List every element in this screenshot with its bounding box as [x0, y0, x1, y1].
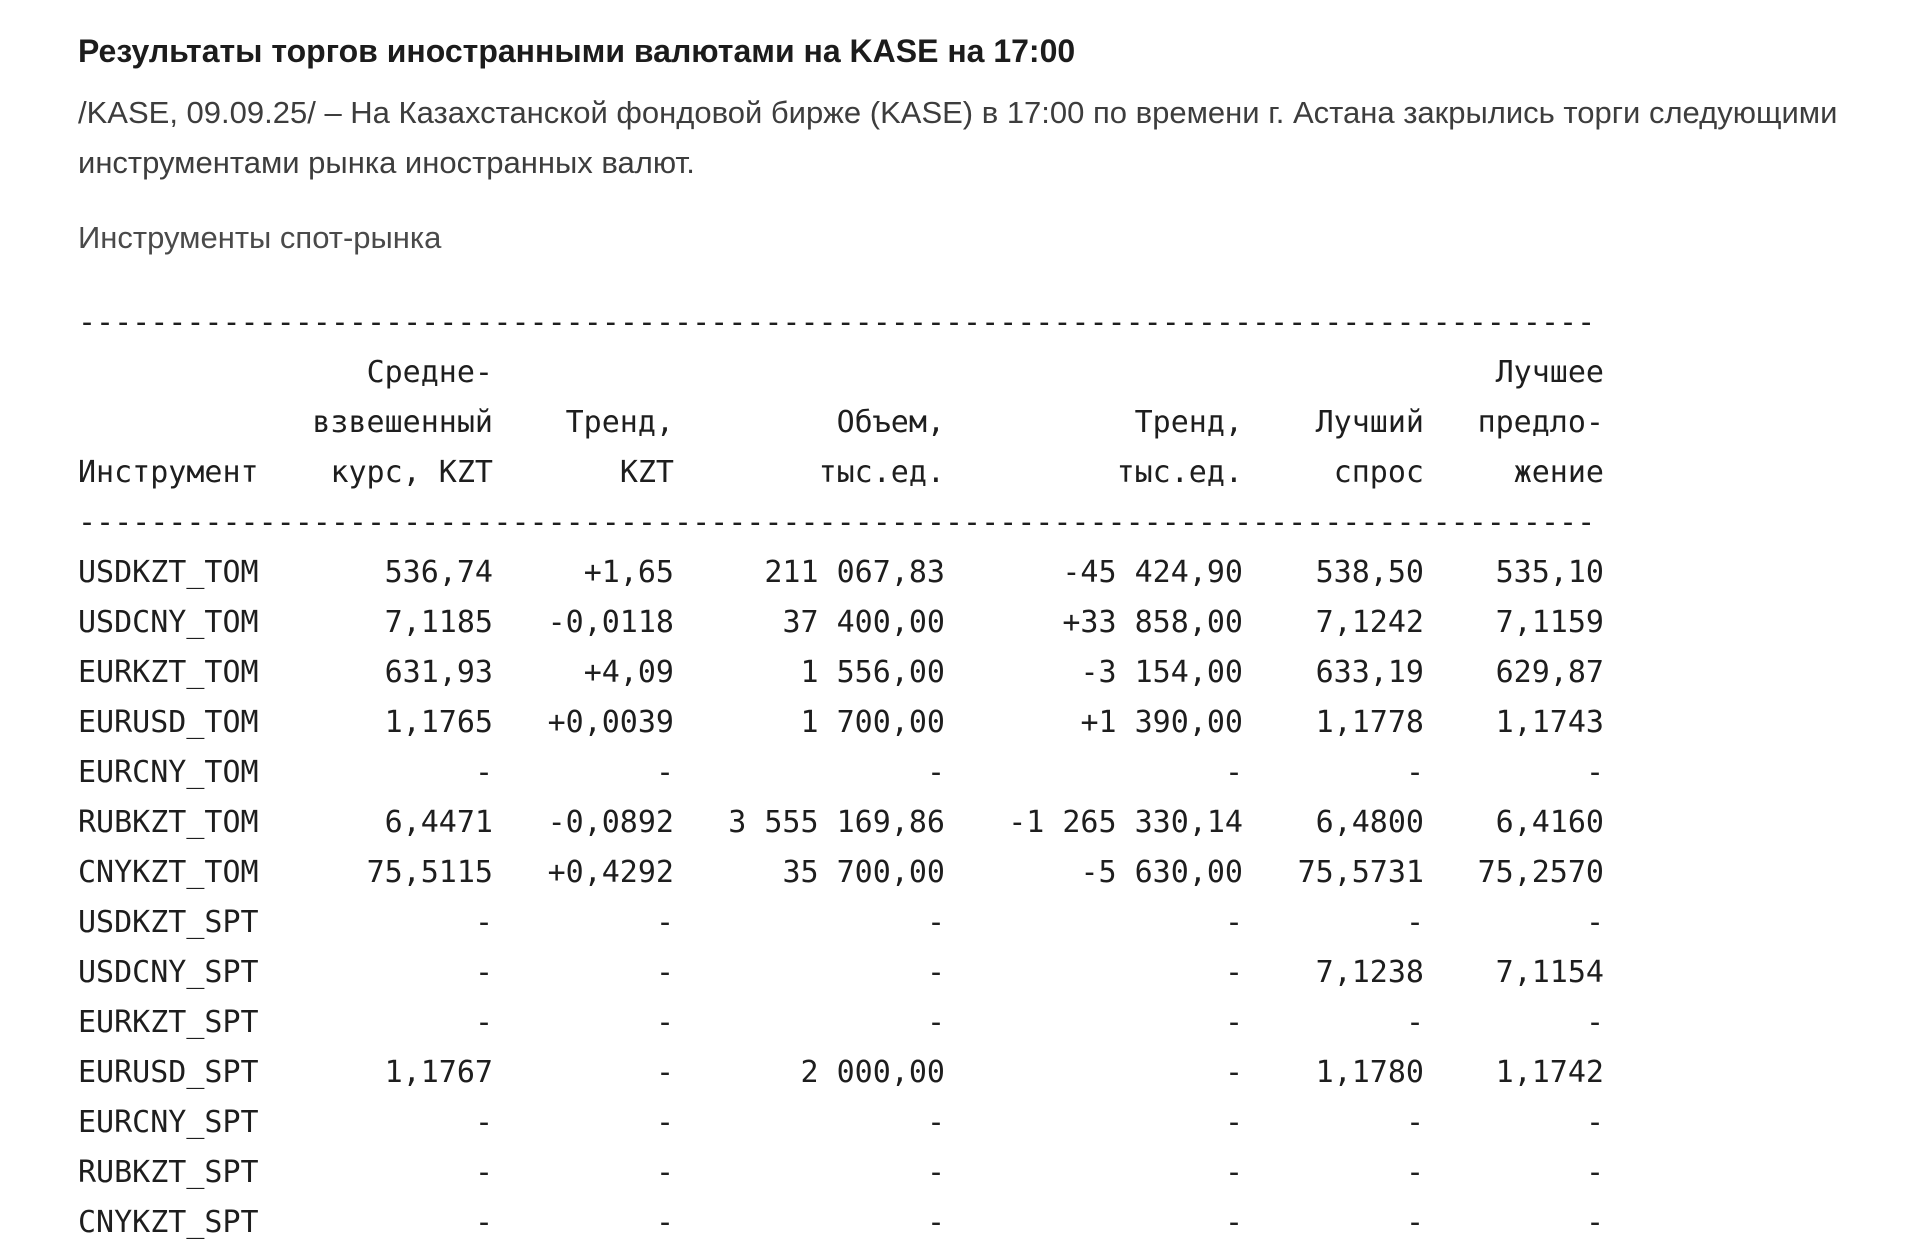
instrument-cell: Инструмент	[78, 455, 259, 490]
value-cell: -5 630,00	[1080, 855, 1243, 890]
value-cell: -	[1224, 905, 1243, 940]
value-cell: -	[1224, 1005, 1243, 1040]
value-cell: 75,5115	[366, 855, 493, 890]
instrument-cell: RUBKZT_SPT	[78, 1155, 259, 1190]
value-cell: жение	[1513, 455, 1604, 490]
value-cell: -	[474, 755, 493, 790]
table-rule-line: ------------------------------------------------------------------------------------	[78, 305, 1596, 340]
value-cell: спрос	[1333, 455, 1424, 490]
instrument-cell: EURUSD_TOM	[78, 705, 259, 740]
value-cell: -	[1224, 1055, 1243, 1090]
value-cell: -	[655, 955, 674, 990]
value-cell: -	[1585, 1155, 1604, 1190]
value-cell: Объем,	[836, 405, 945, 440]
value-cell: 1,1742	[1495, 1055, 1604, 1090]
value-cell: +1,65	[583, 555, 674, 590]
value-cell: 2 000,00	[800, 1055, 945, 1090]
table-header-line	[78, 348, 1613, 398]
value-cell: -	[474, 905, 493, 940]
value-cell: 1,1780	[1315, 1055, 1424, 1090]
value-cell: -	[926, 755, 945, 790]
value-cell: -	[474, 1205, 493, 1240]
instrument-cell: USDKZT_TOM	[78, 555, 259, 590]
value-cell: -	[1585, 1005, 1604, 1040]
value-cell: KZT	[619, 455, 674, 490]
value-cell: 6,4471	[384, 805, 493, 840]
value-cell: 536,74	[384, 555, 493, 590]
value-cell: -	[655, 1105, 674, 1140]
value-cell: -45 424,90	[1062, 555, 1243, 590]
value-cell: -	[926, 1105, 945, 1140]
table-row	[78, 748, 1613, 798]
value-cell: 35 700,00	[782, 855, 945, 890]
value-cell: -	[655, 755, 674, 790]
value-cell: -	[926, 905, 945, 940]
table-row	[78, 898, 1613, 948]
value-cell: тыс.ед.	[1116, 455, 1243, 490]
value-cell: тыс.ед.	[818, 455, 945, 490]
value-cell: предло-	[1477, 405, 1604, 440]
value-cell: 75,5731	[1297, 855, 1424, 890]
instrument-cell: EURCNY_SPT	[78, 1105, 259, 1140]
value-cell: 629,87	[1495, 655, 1604, 690]
table-row	[78, 998, 1613, 1048]
table-row	[78, 648, 1613, 698]
value-cell: -	[474, 1155, 493, 1190]
value-cell: -	[474, 955, 493, 990]
value-cell: 1 700,00	[800, 705, 945, 740]
table-row	[78, 948, 1613, 998]
instrument-cell: USDCNY_TOM	[78, 605, 259, 640]
table-row	[78, 1048, 1613, 1098]
instrument-cell: RUBKZT_TOM	[78, 805, 259, 840]
value-cell: -	[1585, 1105, 1604, 1140]
value-cell: -	[655, 1155, 674, 1190]
article-title: Результаты торгов иностранными валютами на KASE на 17:00	[78, 33, 1076, 69]
table-row	[78, 698, 1613, 748]
value-cell: 1 556,00	[800, 655, 945, 690]
value-cell: 6,4800	[1315, 805, 1424, 840]
table-row	[78, 798, 1613, 848]
value-cell: -0,0118	[547, 605, 674, 640]
table-row	[78, 1148, 1613, 1198]
value-cell: 7,1185	[384, 605, 493, 640]
instrument-cell: EURUSD_SPT	[78, 1055, 259, 1090]
value-cell: 631,93	[384, 655, 493, 690]
table-row	[78, 1098, 1613, 1148]
value-cell: -	[655, 1205, 674, 1240]
value-cell: -	[474, 1005, 493, 1040]
table-row	[78, 1198, 1613, 1248]
value-cell: 535,10	[1495, 555, 1604, 590]
instrument-cell: USDCNY_SPT	[78, 955, 259, 990]
value-cell: -	[655, 1055, 674, 1090]
value-cell: -	[1224, 955, 1243, 990]
value-cell: 3 555 169,86	[728, 805, 945, 840]
value-cell: 633,19	[1315, 655, 1424, 690]
value-cell: -	[1405, 755, 1424, 790]
value-cell: 37 400,00	[782, 605, 945, 640]
instrument-cell: CNYKZT_TOM	[78, 855, 259, 890]
value-cell: -3 154,00	[1080, 655, 1243, 690]
value-cell: -	[926, 1205, 945, 1240]
value-cell: -	[655, 1005, 674, 1040]
value-cell: +0,0039	[547, 705, 674, 740]
value-cell: -	[1224, 1105, 1243, 1140]
value-cell: 1,1743	[1495, 705, 1604, 740]
value-cell: -	[1405, 905, 1424, 940]
instrument-cell: EURCNY_TOM	[78, 755, 259, 790]
section-heading: Инструменты спот-рынка	[78, 220, 442, 255]
value-cell: Лучшее	[1495, 355, 1604, 390]
value-cell: Тренд,	[565, 405, 674, 440]
value-cell: -0,0892	[547, 805, 674, 840]
value-cell: 6,4160	[1495, 805, 1604, 840]
value-cell: -	[1585, 1205, 1604, 1240]
table-row	[78, 598, 1613, 648]
value-cell: -	[1224, 1205, 1243, 1240]
instrument-cell: USDKZT_SPT	[78, 905, 259, 940]
article-lead: /KASE, 09.09.25/ – На Казахстанской фондовой бирже (KASE) в 17:00 по времени г. Астана закрылись торги следующими инструментами рынка иностранных валют.	[78, 95, 1838, 180]
table-row	[78, 848, 1613, 898]
instrument-cell: EURKZT_SPT	[78, 1005, 259, 1040]
value-cell: 1,1765	[384, 705, 493, 740]
value-cell: 211 067,83	[764, 555, 945, 590]
table-rule-line: ------------------------------------------------------------------------------------	[78, 505, 1596, 540]
table-header-line	[78, 448, 1613, 498]
value-cell: 1,1778	[1315, 705, 1424, 740]
news-article	[78, 28, 1898, 261]
value-cell: -	[474, 1105, 493, 1140]
value-cell: 7,1154	[1495, 955, 1604, 990]
value-cell: -	[1585, 905, 1604, 940]
fx-results-table	[78, 298, 1613, 1248]
value-cell: 7,1238	[1315, 955, 1424, 990]
instrument-cell: CNYKZT_SPT	[78, 1205, 259, 1240]
value-cell: 1,1767	[384, 1055, 493, 1090]
value-cell: -	[1405, 1105, 1424, 1140]
value-cell: 538,50	[1315, 555, 1424, 590]
value-cell: +4,09	[583, 655, 674, 690]
value-cell: Лучший	[1315, 405, 1424, 440]
value-cell: -	[655, 905, 674, 940]
value-cell: -	[1405, 1005, 1424, 1040]
value-cell: -	[1224, 755, 1243, 790]
table-row	[78, 548, 1613, 598]
value-cell: 75,2570	[1477, 855, 1604, 890]
value-cell: +1 390,00	[1080, 705, 1243, 740]
table-header-line	[78, 398, 1613, 448]
value-cell: -	[1585, 755, 1604, 790]
value-cell: -	[926, 1005, 945, 1040]
value-cell: взвешенный	[312, 405, 493, 440]
value-cell: -	[1405, 1205, 1424, 1240]
value-cell: -	[926, 955, 945, 990]
value-cell: 7,1242	[1315, 605, 1424, 640]
value-cell: Тренд,	[1134, 405, 1243, 440]
value-cell: -	[1224, 1155, 1243, 1190]
value-cell: 7,1159	[1495, 605, 1604, 640]
value-cell: +0,4292	[547, 855, 674, 890]
value-cell: Средне-	[366, 355, 493, 390]
value-cell: -1 265 330,14	[1008, 805, 1243, 840]
instrument-cell: EURKZT_TOM	[78, 655, 259, 690]
value-cell: -	[1405, 1155, 1424, 1190]
value-cell: курс, KZT	[330, 455, 493, 490]
value-cell: -	[926, 1155, 945, 1190]
value-cell: +33 858,00	[1062, 605, 1243, 640]
